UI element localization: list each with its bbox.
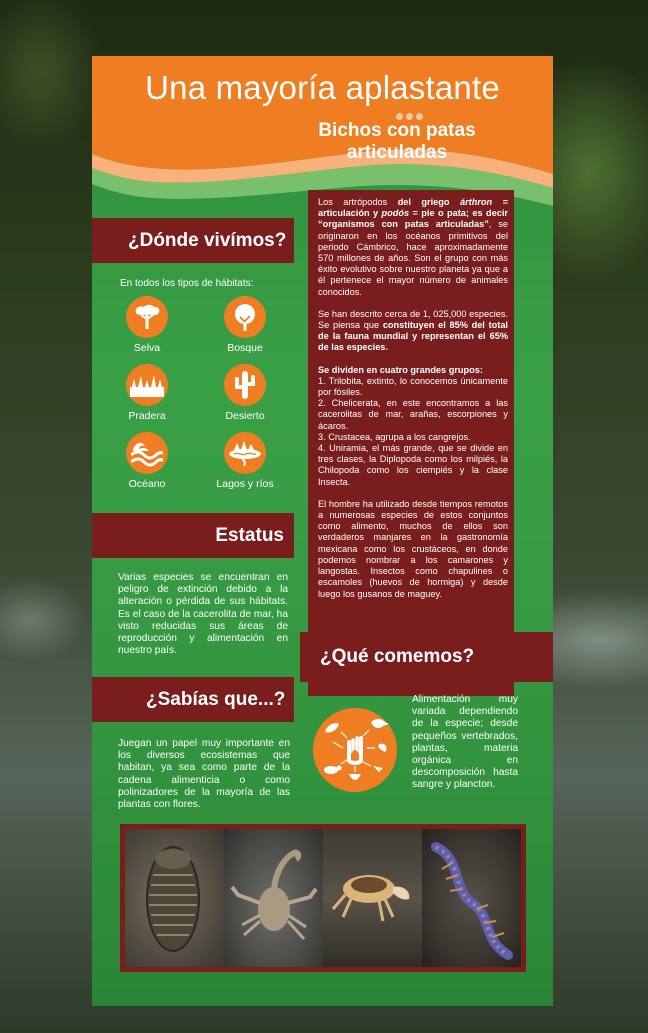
sabias-text: Juegan un papel muy importante en los diversos ecosistemas que habitan, ya sea como parte de la cadena alimenticia o como polinizadores de la mayoría de las plantas con flores. bbox=[118, 738, 290, 811]
subtitle-line-1: Bichos con patas bbox=[318, 120, 476, 141]
intro-paragraph-4: El hombre ha utilizado desde tiempos remotos a numerosas especies de estos conjuntos como alimento, muchos de ellos son verdaderos manjares en la gastronomía mexicana como los crustáceos, en donde podemos nombrar a los camarones y langostas. Insectos como chapulines o escamoles (huevos de hormiga) y desde luego los gusanos de maguey. bbox=[318, 498, 508, 599]
trilobite-photo bbox=[125, 829, 224, 967]
food-web-icon bbox=[313, 708, 397, 792]
food-icons-circle bbox=[313, 708, 397, 792]
grass-icon bbox=[126, 364, 168, 406]
subtitle-line-2: articuladas bbox=[346, 142, 448, 163]
cactus-icon bbox=[224, 364, 266, 406]
arthropod-photo-strip bbox=[120, 824, 526, 972]
habitat-desierto bbox=[200, 364, 290, 422]
donde-banner bbox=[92, 218, 294, 263]
comemos-banner bbox=[300, 632, 553, 682]
sabias-title: ¿Sabías que...? bbox=[146, 688, 286, 710]
habitat-label: Desierto bbox=[225, 410, 265, 422]
tree-icon bbox=[126, 296, 168, 338]
habitat-lagos bbox=[200, 432, 290, 490]
centipede-photo bbox=[422, 829, 521, 967]
round-tree-icon bbox=[224, 296, 266, 338]
estatus-text: Varias especies se encuentran en peligro de extinción debido a la alteración o pérdida de sus hábitats. Es el caso de la cacerolita de mar, ha visto reducidas sus áreas de reproducción y alimentación en nuestro país. bbox=[118, 572, 288, 657]
habitat-pradera bbox=[102, 364, 192, 422]
intro-text-box bbox=[308, 190, 514, 696]
habitat-bosque bbox=[200, 296, 290, 354]
lake-icon bbox=[224, 432, 266, 474]
poster-panel bbox=[92, 56, 553, 1006]
habitat-selva bbox=[102, 296, 192, 354]
habitat-label: Lagos y ríos bbox=[216, 478, 274, 490]
estatus-banner bbox=[92, 513, 294, 558]
sabias-banner bbox=[92, 677, 294, 722]
page-subtitle bbox=[292, 120, 502, 164]
habitat-label: Selva bbox=[133, 342, 161, 354]
habitat-label: Océano bbox=[128, 478, 166, 490]
habitat-label: Bosque bbox=[227, 342, 263, 354]
wave-icon bbox=[126, 432, 168, 474]
habitat-label: Pradera bbox=[128, 410, 166, 422]
intro-paragraph-3: Se dividen en cuatro grandes grupos: 1. Trilobita, extinto, lo conocemos únicamente por fósiles. 2. Chelicerata, en este encontramos a las cacerolitas de mar, arañas, escorpiones y ácaros. 3. Crustacea, agrupa a los cangrejos. 4. Uniramia, el más grande, que se divide en tres clases, la Diplopoda como los milpiés, la Chilopoda como los ciempiés y la clase Insecta. bbox=[318, 364, 508, 487]
habitats-intro: En todos los tipos de hábitats: bbox=[120, 278, 254, 289]
comemos-text: Alimentación muy variada dependiendo de la especie; desde pequeños vertebrados, plantas, materia orgánica en descomposición hasta sangre y plancton. bbox=[412, 694, 518, 791]
decorative-dots bbox=[396, 113, 423, 120]
estatus-title: Estatus bbox=[215, 524, 284, 546]
intro-paragraph-2: Se han descrito cerca de 1, 025,000 especies. Se piensa que constituyen el 85% del total de la fauna mundial y representan el 65% de las especies. bbox=[318, 308, 508, 353]
comemos-title: ¿Qué comemos? bbox=[320, 646, 475, 667]
crab-photo bbox=[323, 829, 422, 967]
donde-title: ¿Dónde vivímos? bbox=[128, 229, 287, 251]
intro-paragraph-1: Los artrópodos del griego árthron = articulación y podós = pie o pata; es decir “organismos con patas articuladas”, se originaron en los océanos primitivos del periodo Cámbrico, hace aproximadamente 570 millones de años. Son el grupo con más éxito evolutivo sobre nuestro planeta ya que a él pertenece el mayor número de animales conocidos. bbox=[318, 197, 508, 297]
scorpion-photo bbox=[224, 829, 323, 967]
habitat-oceano bbox=[102, 432, 192, 490]
page-title: Una mayoría aplastante bbox=[145, 69, 500, 106]
